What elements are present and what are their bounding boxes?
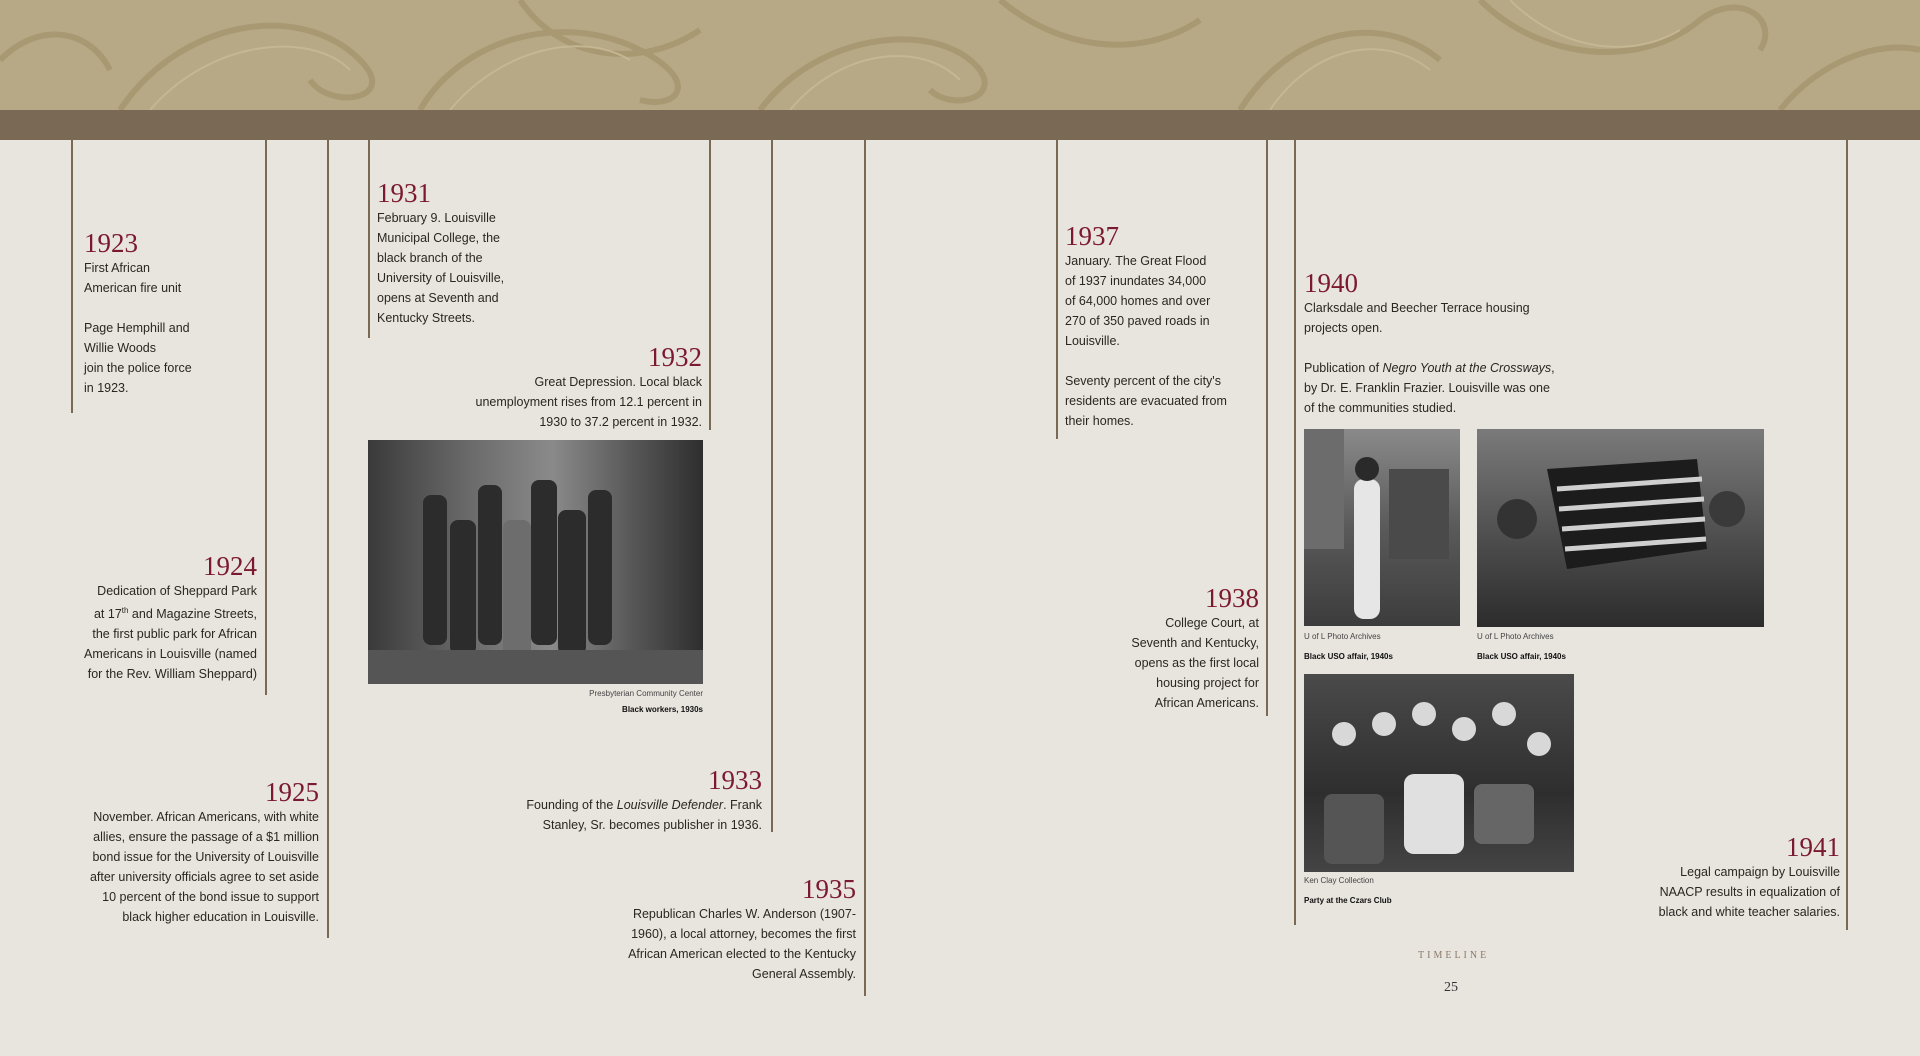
year-label: 1937 <box>1065 221 1119 251</box>
photo-black-workers <box>368 440 703 684</box>
year-label: 1923 <box>84 228 138 258</box>
photo-credit: U of L Photo Archives <box>1304 632 1381 641</box>
timeline-rule <box>709 140 711 430</box>
workers-group-figures <box>368 440 703 684</box>
timeline-entry-1933 <box>502 765 762 835</box>
year-label: 1924 <box>203 551 257 581</box>
page-number: 25 <box>1444 980 1458 995</box>
photo-uso-affair-1 <box>1304 429 1460 626</box>
entry-text: First African American fire unit <box>84 261 182 295</box>
photo-title: Party at the Czars Club <box>1304 896 1392 905</box>
year-label: 1931 <box>377 178 431 208</box>
entry-text: Legal campaign by Louisville NAACP results in equalization of black and white teacher salaries. <box>1658 865 1840 919</box>
year-label: 1925 <box>265 777 319 807</box>
timeline-entry-1940 <box>1304 268 1594 418</box>
header-band <box>0 110 1920 140</box>
timeline-rule <box>1294 140 1296 925</box>
timeline-rule <box>864 140 866 996</box>
timeline-entry-1937 <box>1065 221 1245 431</box>
photo-uso-affair-2 <box>1477 429 1764 627</box>
timeline-rule <box>1056 140 1058 439</box>
entry-text: Clarksdale and Beecher Terrace housing projects open. <box>1304 301 1530 335</box>
entry-text-2: Publication of Negro Youth at the Crossways, by Dr. E. Franklin Frazier. Louisville was one of the communities studied. <box>1304 361 1555 415</box>
timeline-entry-1938 <box>1080 583 1259 713</box>
year-label: 1940 <box>1304 268 1358 298</box>
section-label: TIMELINE <box>1418 950 1490 961</box>
timeline-rule <box>1266 140 1268 716</box>
ornamental-banner <box>0 0 1920 110</box>
year-label: 1932 <box>648 342 702 372</box>
timeline-entry-1931 <box>377 178 537 328</box>
year-label: 1941 <box>1786 832 1840 862</box>
entry-text: January. The Great Flood of 1937 inundates 34,000 of 64,000 homes and over 270 of 350 paved roads in Louisville. <box>1065 254 1211 348</box>
year-label: 1935 <box>802 874 856 904</box>
timeline-rule <box>71 140 73 413</box>
timeline-entry-1925 <box>72 777 319 927</box>
entry-text: College Court, at Seventh and Kentucky, opens as the first local housing project for African Americans. <box>1131 616 1259 710</box>
photo-credit: Presbyterian Community Center <box>589 689 703 698</box>
uso-singer-figure <box>1304 429 1460 626</box>
entry-text: February 9. Louisville Municipal College, the black branch of the University of Louisville, opens at Seventh and Kentucky Streets. <box>377 211 505 325</box>
year-label: 1938 <box>1205 583 1259 613</box>
timeline-rule <box>327 140 329 938</box>
entry-text-2: Seventy percent of the city's residents are evacuated from their homes. <box>1065 374 1227 428</box>
photo-czars-club <box>1304 674 1574 872</box>
year-label: 1933 <box>708 765 762 795</box>
entry-text: Great Depression. Local black unemployment rises from 12.1 percent in 1930 to 37.2 percent in 1932. <box>475 375 702 429</box>
entry-text: Dedication of Sheppard Park at 17th and Magazine Streets, the first public park for African Americans in Louisville (named for the Rev. William Sheppard) <box>84 584 257 682</box>
entry-text: Founding of the Louisville Defender. Frank Stanley, Sr. becomes publisher in 1936. <box>526 798 762 832</box>
photo-credit: Ken Clay Collection <box>1304 876 1374 885</box>
photo-title: Black USO affair, 1940s <box>1304 652 1393 661</box>
photo-title: Black workers, 1930s <box>622 705 703 714</box>
flag-scene <box>1477 429 1764 627</box>
entry-text: Republican Charles W. Anderson (1907- 1960), a local attorney, becomes the first African American elected to the Kentucky General Assembly. <box>628 907 856 981</box>
timeline-entry-1924 <box>62 551 257 684</box>
entry-text-2: Page Hemphill and Willie Woods join the police force in 1923. <box>84 321 192 395</box>
timeline-rule <box>771 140 773 832</box>
party-crowd <box>1304 674 1574 872</box>
timeline-rule <box>1846 140 1848 930</box>
timeline-entry-1935 <box>590 874 856 984</box>
timeline-entry-1932 <box>460 342 702 432</box>
timeline-rule <box>265 140 267 695</box>
photo-title: Black USO affair, 1940s <box>1477 652 1566 661</box>
timeline-rule <box>368 140 370 338</box>
flourish-pattern-icon <box>0 0 1920 110</box>
photo-credit: U of L Photo Archives <box>1477 632 1554 641</box>
timeline-entry-1923 <box>84 228 254 398</box>
entry-text: November. African Americans, with white allies, ensure the passage of a $1 million bond issue for the University of Louisville after university officials agree to set aside 10 percent of the bond issue to support black higher education in Louisville. <box>89 810 319 924</box>
timeline-entry-1941 <box>1620 832 1840 922</box>
